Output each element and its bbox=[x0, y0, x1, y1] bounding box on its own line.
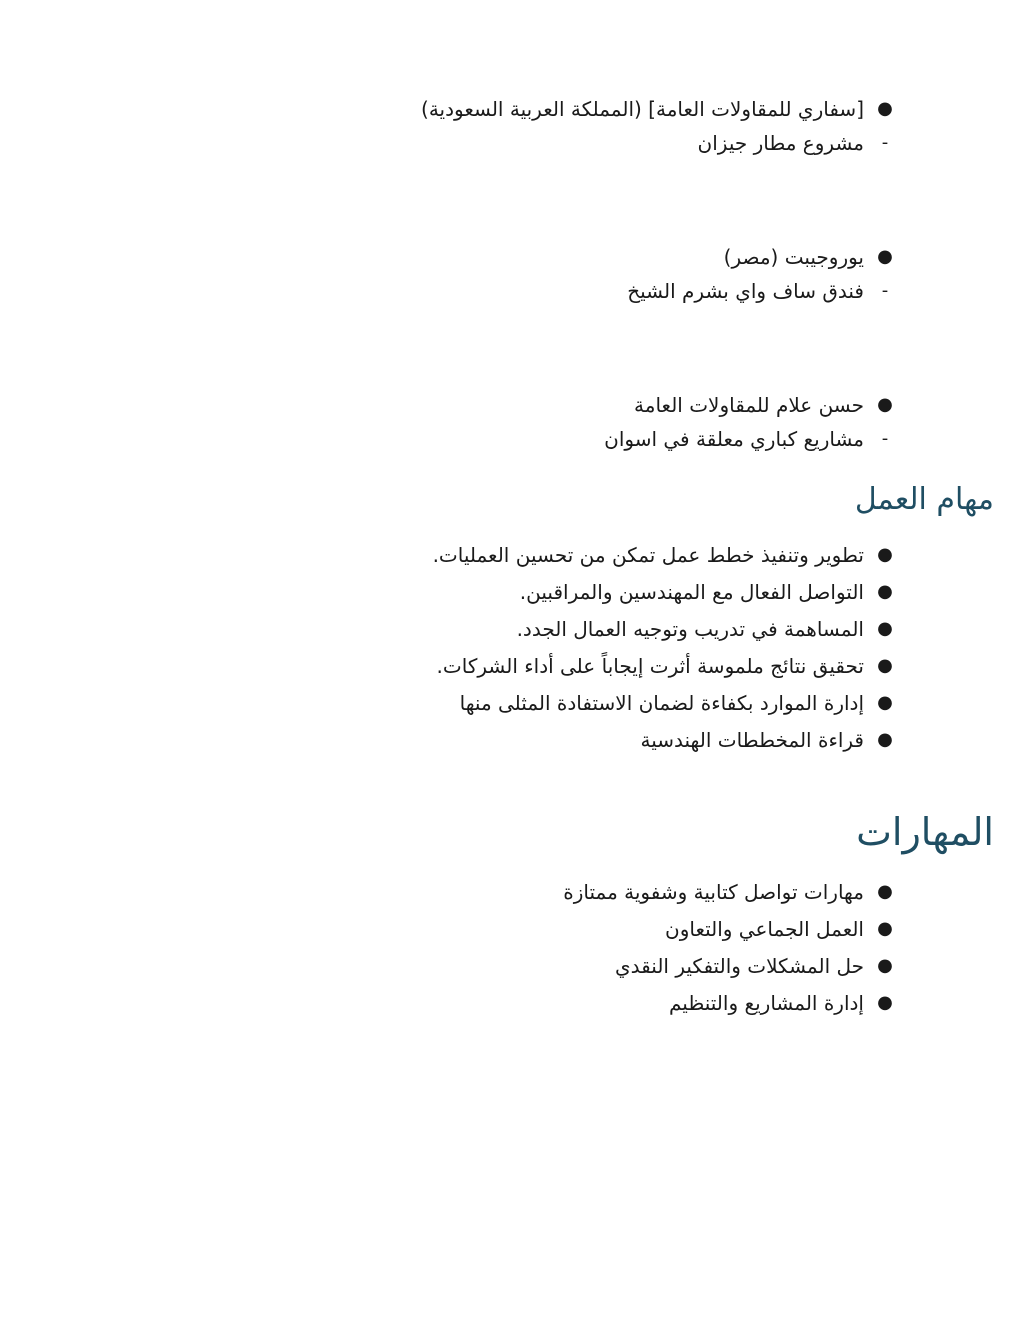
task-item bbox=[384, 575, 904, 609]
bullet-marker: ● bbox=[877, 246, 893, 267]
experience-project: مشاريع كباري معلقة في اسوان bbox=[604, 427, 864, 451]
tasks-heading: مهام العمل bbox=[854, 482, 994, 517]
skill-item bbox=[384, 875, 904, 909]
task-text: قراءة المخططات الهندسية bbox=[640, 728, 864, 752]
task-text: تحقيق نتائج ملموسة أثرت إيجاباً على أداء الشركات. bbox=[436, 654, 864, 678]
task-item bbox=[384, 686, 904, 720]
dash-marker: - bbox=[881, 428, 889, 449]
dash-marker: - bbox=[881, 280, 889, 301]
task-text: المساهمة في تدريب وتوجيه العمال الجدد. bbox=[516, 617, 864, 641]
experience-company-row bbox=[384, 240, 904, 274]
bullet-marker: ● bbox=[877, 692, 893, 713]
bullet-marker: ● bbox=[877, 955, 893, 976]
task-text: تطوير وتنفيذ خطط عمل تمكن من تحسين العمليات. bbox=[432, 543, 864, 567]
bullet-marker: ● bbox=[877, 98, 893, 119]
skill-text: العمل الجماعي والتعاون bbox=[665, 917, 864, 941]
bullet-marker: ● bbox=[877, 394, 893, 415]
bullet-marker: ● bbox=[877, 992, 893, 1013]
skill-item bbox=[384, 949, 904, 983]
skill-text: مهارات تواصل كتابية وشفوية ممتازة bbox=[563, 880, 864, 904]
experience-project-row bbox=[384, 126, 904, 160]
task-item bbox=[384, 723, 904, 757]
task-item bbox=[384, 649, 904, 683]
skill-item bbox=[384, 986, 904, 1020]
bullet-marker: ● bbox=[877, 581, 893, 602]
task-item bbox=[384, 538, 904, 572]
task-text: إدارة الموارد بكفاءة لضمان الاستفادة المثلى منها bbox=[459, 691, 864, 715]
skill-item bbox=[384, 912, 904, 946]
bullet-marker: ● bbox=[877, 544, 893, 565]
experience-company-row bbox=[384, 92, 904, 126]
skills-heading: المهارات bbox=[856, 810, 994, 854]
task-text: التواصل الفعال مع المهندسين والمراقبين. bbox=[519, 580, 864, 604]
bullet-marker: ● bbox=[877, 881, 893, 902]
bullet-marker: ● bbox=[877, 655, 893, 676]
task-item bbox=[384, 612, 904, 646]
dash-marker: - bbox=[881, 132, 889, 153]
experience-project-row bbox=[384, 274, 904, 308]
experience-company-row bbox=[384, 388, 904, 422]
experience-company: [سفاري للمقاولات العامة] (المملكة العربية السعودية) bbox=[421, 97, 864, 121]
bullet-marker: ● bbox=[877, 729, 893, 750]
skill-text: حل المشكلات والتفكير النقدي bbox=[615, 954, 864, 978]
bullet-marker: ● bbox=[877, 618, 893, 639]
experience-project: مشروع مطار جيزان bbox=[697, 131, 864, 155]
bullet-marker: ● bbox=[877, 918, 893, 939]
skill-text: إدارة المشاريع والتنظيم bbox=[668, 991, 864, 1015]
experience-project-row bbox=[384, 422, 904, 456]
experience-company: يوروجيبت (مصر) bbox=[723, 245, 864, 269]
experience-project: فندق ساف واي بشرم الشيخ bbox=[627, 279, 864, 303]
experience-company: حسن علام للمقاولات العامة bbox=[634, 393, 864, 417]
